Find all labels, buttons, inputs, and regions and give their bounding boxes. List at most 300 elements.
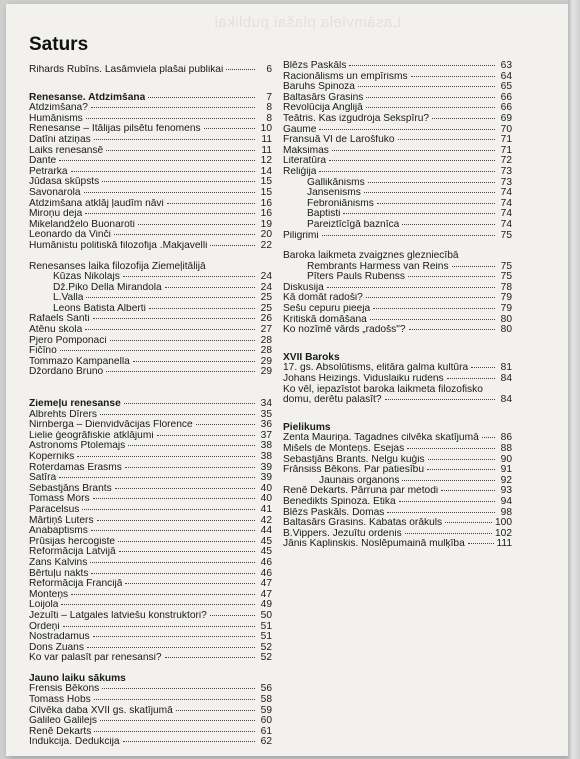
toc-subentry-organons: Jaunais organons 92 [319, 474, 512, 486]
toc-entry-page: 61 [260, 725, 272, 737]
toc-entry [283, 262, 512, 273]
dot-leader [90, 562, 255, 563]
toc-entry-title: Kā domāt radoši? [283, 293, 363, 304]
toc-entry-page: 22 [260, 239, 272, 251]
dot-leader [94, 139, 255, 140]
toc-entry-title: Frānsiss Bēkons. Par patiesību [283, 465, 424, 476]
dot-leader [125, 467, 255, 468]
toc-entry-page: 39 [260, 461, 272, 473]
dot-leader [327, 287, 495, 288]
toc-entry-page: 93 [500, 485, 512, 497]
toc-entry [283, 529, 512, 540]
toc-entry-page: 10 [260, 123, 272, 135]
toc-entry-title: Baltasārs Grasins [283, 92, 364, 103]
toc-entry-title: Jūdasa skūpsts [29, 177, 100, 188]
toc-entry [29, 558, 272, 569]
toc-entry-title: Prūsijas hercogiste [29, 536, 116, 547]
dot-leader [60, 350, 255, 351]
dot-leader [366, 107, 495, 108]
toc-entry-page: 29 [260, 355, 272, 367]
toc-entry-title: Sešu cepuru pieeja [283, 304, 371, 315]
toc-entry-title: Mikelandželo Buonaroti [29, 219, 135, 230]
dot-leader [405, 533, 492, 534]
toc-entry [283, 114, 512, 125]
toc-entry-page: 80 [500, 324, 512, 336]
toc-entry [29, 304, 272, 315]
toc-entry-page: 42 [260, 514, 272, 526]
toc-entry-title: Tomass Mors [29, 494, 90, 505]
toc-entry [29, 114, 272, 125]
toc-entry-title: 17. gs. Absolūtisms, elitāra galma kultūra [283, 363, 469, 374]
toc-entry-title: Roterdamas Erasms [29, 462, 122, 473]
toc-entry [29, 431, 272, 442]
toc-entry-page: 8 [266, 102, 272, 114]
dot-leader [329, 160, 495, 161]
toc-entry [29, 230, 272, 241]
dot-leader [106, 150, 255, 151]
toc-entry-page: 91 [500, 464, 512, 476]
dot-leader [123, 741, 255, 742]
toc-entry [283, 486, 512, 497]
toc-entry-page: 56 [260, 683, 272, 695]
toc-entry [29, 199, 272, 210]
toc-entry-title: Koperniks [29, 452, 75, 462]
toc-entry-title: Sebastjāns Brants [29, 483, 112, 494]
toc-list-filozofija [29, 314, 272, 378]
toc-entry-page: 16 [260, 197, 272, 209]
dot-leader [445, 522, 492, 523]
toc-entry-page: 29 [260, 366, 272, 378]
dot-leader [85, 329, 255, 330]
toc-entry [29, 241, 272, 252]
dot-leader [373, 308, 495, 309]
toc-entry [283, 272, 512, 283]
toc-entry [29, 737, 272, 748]
toc-entry [29, 293, 272, 304]
toc-entry-multiline-first: Ko vēl, iepazīstot baroka laikmeta filozofisko [283, 383, 483, 395]
toc-entry-title: Jezuīti – Latgales latviešu konstruktori? [29, 610, 207, 621]
toc-list-block1 [283, 61, 512, 178]
toc-entry-title: Pjero Pomponaci [29, 335, 107, 346]
toc-entry-title: Kritiskā domāšana [283, 314, 367, 325]
toc-entry [29, 441, 272, 452]
toc-entry-title: Fransuā VI de Larošfuko [283, 135, 395, 146]
dot-leader [86, 297, 255, 298]
dot-leader [411, 76, 495, 77]
dot-leader [93, 636, 255, 637]
dot-leader [71, 594, 255, 595]
toc-entry-page: 46 [260, 556, 272, 568]
dot-leader [119, 551, 255, 552]
toc-entry [29, 135, 272, 146]
dot-leader [204, 128, 255, 129]
dot-leader [471, 367, 495, 368]
toc-entry-page: 111 [496, 538, 512, 550]
toc-entry-title: Baptisti [307, 209, 341, 220]
dot-leader [128, 445, 255, 446]
toc-entry [283, 508, 512, 519]
toc-entry-page: 49 [260, 599, 272, 611]
toc-entry-title: Renē Dekarts. Pārruna par metodi [283, 486, 439, 497]
toc-entry-page: 102 [495, 527, 512, 539]
toc-entry-page: 90 [500, 453, 512, 465]
toc-entry [283, 103, 512, 114]
toc-entry [283, 518, 512, 529]
toc-entry-title: Sebastjāns Brants. Nelgu kuģis [283, 454, 425, 465]
toc-entry [283, 93, 512, 104]
toc-entry-title: Savonarola [29, 187, 81, 198]
toc-entry-page: 59 [260, 704, 272, 716]
toc-entry [283, 72, 512, 83]
section-header-jauno-laiku: Jauno laiku sākums [29, 672, 126, 684]
dot-leader [358, 86, 495, 87]
toc-entry [283, 374, 512, 385]
dot-leader [482, 437, 495, 438]
toc-entry-title: Miroņu deja [29, 209, 83, 220]
toc-entry-title: Blēzs Paskāls [283, 61, 347, 71]
toc-entry-page: 71 [500, 144, 512, 156]
toc-entry-page: 74 [500, 197, 512, 209]
dot-leader [93, 498, 255, 499]
dot-leader [441, 490, 495, 491]
toc-entry-title: Dante [29, 156, 57, 167]
toc-entry-page: 24 [260, 271, 272, 283]
toc-entry-title: Frensis Bēkons [29, 684, 100, 695]
dot-leader [432, 118, 495, 119]
toc-entry-title: Loijola [29, 600, 59, 611]
toc-entry-title: B.Vippers. Jezuītu ordenis [283, 528, 402, 539]
dot-leader [123, 276, 255, 277]
toc-entry-title: Pareiztīcīgā baznīca [307, 219, 400, 230]
dot-leader [428, 459, 495, 460]
toc-entry-page: 36 [260, 419, 272, 431]
toc-entry-page: 40 [260, 493, 272, 505]
toc-entry-page: 16 [260, 208, 272, 220]
toc-entry-page: 52 [260, 641, 272, 653]
section-subheader-baroka: Baroka laikmeta zvaigznes glezniecībā [283, 250, 459, 262]
toc-entry [29, 188, 272, 199]
toc-entry-multiline-second: domu, derētu palasīt? 84 [283, 394, 512, 406]
toc-list-renesanse [29, 103, 272, 251]
toc-entry-title: Jansenisms [307, 188, 361, 199]
toc-entry [29, 357, 272, 368]
toc-entry-page: 86 [500, 432, 512, 444]
toc-entry-page: 98 [500, 506, 512, 518]
toc-entry-title: Blēzs Paskāls. Domas [283, 507, 385, 518]
book-page [6, 4, 568, 756]
dot-leader [408, 276, 495, 277]
toc-entry-page: 75 [500, 271, 512, 283]
toc-entry [29, 494, 272, 505]
toc-entry-page: 40 [260, 482, 272, 494]
toc-entry-title: Astronoms Ptolemajs [29, 441, 126, 452]
section-header-pielikums: Pielikums [283, 421, 331, 433]
toc-entry-page: 79 [500, 292, 512, 304]
toc-entry-title: Humānisms [29, 113, 83, 124]
toc-entry [283, 455, 512, 466]
toc-entry-page: 79 [500, 303, 512, 315]
toc-entry-title: Revolūcija Anglijā [283, 103, 363, 114]
dot-leader [94, 731, 255, 732]
dot-leader [85, 213, 255, 214]
toc-sublist-filozofija [29, 272, 272, 314]
toc-entry-title: Rafaels Santi [29, 314, 90, 325]
dot-leader [167, 203, 255, 204]
dot-leader [71, 171, 255, 172]
toc-entry-page: 38 [260, 451, 272, 462]
toc-entry [29, 283, 272, 294]
toc-entry-title: Datīni atziņas [29, 134, 91, 145]
toc-list-jauno-laiku [29, 684, 272, 748]
toc-entry-page: 15 [260, 176, 272, 188]
toc-entry-title: Džordano Bruno [29, 367, 104, 378]
dot-leader [349, 65, 495, 66]
toc-entry-page: 71 [500, 134, 512, 146]
toc-list-pielikums-2 [283, 486, 512, 550]
section-header-renesanse: Renesanse. Atdzimšana 7 [29, 91, 272, 103]
toc-entry [29, 716, 272, 727]
dot-leader [102, 181, 255, 182]
dot-leader [59, 477, 255, 478]
toc-entry [29, 473, 272, 484]
toc-entry [29, 516, 272, 527]
section-header-ziemelu-renesanse: Ziemeļu renesanse 34 [29, 398, 272, 410]
toc-entry-piligrimi: Piligrimi 75 [283, 229, 512, 241]
toc-entry-title: L.Valla [53, 293, 84, 304]
toc-entry-page: 28 [260, 334, 272, 346]
toc-entry [29, 325, 272, 336]
toc-entry-title: Mārtiņš Luters [29, 515, 94, 526]
toc-sublist-baroka [283, 262, 512, 283]
toc-entry [283, 497, 512, 508]
toc-entry-page: 73 [500, 165, 512, 177]
toc-entry-page: 11 [261, 144, 272, 156]
dot-leader [468, 543, 494, 544]
toc-entry-page: 38 [260, 440, 272, 452]
toc-entry [283, 433, 512, 444]
dot-leader [157, 435, 255, 436]
dot-leader [118, 541, 255, 542]
toc-entry: Rihards Rubīns. Lasāmviela plašai publikai 6 [29, 64, 272, 75]
toc-entry [283, 156, 512, 167]
dot-leader [176, 710, 255, 711]
toc-entry [283, 82, 512, 93]
toc-entry [283, 283, 512, 294]
dot-leader [77, 456, 255, 457]
dot-leader [366, 97, 495, 98]
dot-leader [100, 720, 255, 721]
toc-entry-page: 75 [500, 260, 512, 272]
toc-list-pielikums [283, 433, 512, 475]
toc-entry [29, 367, 272, 378]
toc-entry-title: Ko nozīmē vārds „radošs"? [283, 325, 406, 336]
dot-leader [319, 129, 495, 130]
toc-entry-title: Dž.Piko Della Mirandola [53, 282, 162, 293]
toc-entry-title: Renesanse – Itālijas pilsētu fenomens [29, 124, 201, 135]
toc-entry-title: Satīra [29, 473, 57, 484]
toc-entry-title: Tommazo Kampanella [29, 356, 130, 367]
toc-entry [29, 420, 272, 431]
toc-entry-title: Tomass Hobs [29, 695, 91, 706]
toc-entry [283, 125, 512, 136]
toc-entry-page: 14 [260, 165, 272, 177]
toc-entry [29, 220, 272, 231]
toc-entry-page: 51 [260, 631, 272, 643]
toc-entry-page: 28 [260, 345, 272, 357]
toc-entry-page: 78 [500, 281, 512, 293]
toc-entry-page: 37 [260, 429, 272, 441]
toc-entry [29, 547, 272, 558]
toc-entry [29, 600, 272, 611]
dot-leader [364, 192, 495, 193]
dot-leader [332, 150, 495, 151]
dot-leader [402, 224, 495, 225]
toc-entry-title: Cilvēka daba XVII gs. skatījumā [29, 705, 173, 716]
dot-leader [387, 512, 495, 513]
toc-entry-page: 70 [500, 123, 512, 135]
toc-entry-page: 63 [500, 60, 512, 71]
toc-entry [283, 465, 512, 476]
dot-leader [91, 573, 255, 574]
toc-entry-page: 84 [500, 373, 512, 385]
toc-entry-page: 52 [260, 652, 272, 664]
toc-entry-page: 12 [260, 155, 272, 167]
toc-entry-title: Albrehts Dīrers [29, 409, 97, 420]
toc-entry [29, 177, 272, 188]
toc-entry-page: 25 [260, 302, 272, 314]
toc-entry-title: Reformācija Latvijā [29, 547, 116, 558]
toc-entry-title: Žans Kalvins [29, 557, 88, 568]
dot-leader [398, 139, 495, 140]
toc-entry-page: 45 [260, 546, 272, 558]
toc-entry [283, 167, 512, 178]
dot-leader [133, 361, 255, 362]
toc-entry [283, 135, 512, 146]
toc-entry-title: Atēnu skola [29, 325, 83, 336]
toc-entry-title: Galileo Galilejs [29, 716, 97, 727]
dot-leader [165, 287, 255, 288]
toc-entry [29, 103, 272, 114]
toc-entry [29, 410, 272, 421]
dot-leader [91, 107, 255, 108]
toc-entry-page: 80 [500, 313, 512, 325]
dot-leader [319, 171, 495, 172]
toc-entry [29, 727, 272, 738]
toc-entry-page: 35 [260, 408, 272, 420]
bleed-through-header: Lasāmviela plašai publikai [214, 14, 402, 31]
dot-leader [100, 414, 255, 415]
toc-entry-page: 25 [260, 292, 272, 304]
toc-entry [283, 325, 512, 336]
toc-entry-title: Atdzimšana? [29, 103, 88, 114]
toc-entry-title: Literatūra [283, 156, 327, 167]
toc-entry-title: Kūzas Nikolajs [53, 272, 120, 283]
toc-entry-title: Reliģija [283, 166, 317, 177]
toc-entry-page: 66 [500, 91, 512, 103]
dot-leader [368, 182, 495, 183]
toc-entry-page: 11 [261, 133, 272, 145]
toc-entry [29, 124, 272, 135]
toc-entry [283, 304, 512, 315]
dot-leader [91, 530, 255, 531]
toc-entry-page: 19 [260, 218, 272, 230]
dot-leader [93, 318, 255, 319]
toc-entry-title: Benedikts Spinoza. Ētika [283, 496, 396, 507]
toc-entry-page: 81 [500, 362, 512, 374]
toc-entry [29, 611, 272, 622]
toc-entry [283, 539, 512, 550]
toc-entry-title: Renē Dekarts [29, 726, 92, 737]
dot-leader [82, 509, 255, 510]
toc-entry-title: Monteņs [29, 589, 69, 600]
dot-leader [102, 688, 255, 689]
dot-leader [149, 308, 255, 309]
toc-entry [283, 293, 512, 304]
toc-list-xvii [283, 363, 512, 384]
toc-entry [283, 146, 512, 157]
toc-entry [29, 684, 272, 695]
toc-entry-title: Humānistu politiskā filozofija .Makjavelli [29, 240, 208, 251]
toc-entry-page: 26 [260, 313, 272, 325]
dot-leader [377, 203, 495, 204]
toc-entry-title: Jānis Kaplinskis. Noslēpumainā mulķība [283, 539, 465, 550]
toc-entry-page: 20 [260, 229, 272, 241]
toc-entry-title: Ko var palasīt par renesansi? [29, 653, 162, 664]
toc-entry-page: 8 [266, 112, 272, 124]
toc-entry-title: Leonardo da Vinči [29, 230, 111, 241]
toc-entry [29, 579, 272, 590]
toc-entry-title: Paracelsus [29, 504, 80, 515]
toc-entry-title: Maksimas [283, 145, 329, 156]
toc-entry-title: Indukcija. Dedukcija [29, 737, 120, 748]
toc-entry [29, 505, 272, 516]
toc-entry [29, 346, 272, 357]
toc-entry-page: 100 [495, 517, 512, 529]
toc-entry-page: 39 [260, 472, 272, 484]
book-spine-edge [568, 0, 580, 759]
dot-leader [399, 501, 495, 502]
toc-entry-title: Leons Batista Alberti [53, 303, 146, 314]
toc-entry-title: Bērtuļu nakts [29, 568, 89, 579]
toc-entry-page: 27 [260, 324, 272, 336]
toc-entry-page: 64 [500, 70, 512, 82]
dot-leader [125, 583, 255, 584]
toc-entry [283, 315, 512, 326]
dot-leader [61, 604, 255, 605]
toc-entry-page: 24 [260, 281, 272, 293]
toc-entry-title: Pīters Pauls Rubenss [307, 272, 405, 283]
toc-entry-title: Gaume [283, 124, 317, 135]
toc-entry [29, 695, 272, 706]
toc-entry [29, 526, 272, 537]
dot-leader [59, 160, 255, 161]
toc-entry [283, 209, 512, 220]
toc-entry-page: 47 [260, 578, 272, 590]
toc-entry-page: 15 [260, 186, 272, 198]
dot-leader [366, 297, 495, 298]
toc-entry-page: 74 [500, 208, 512, 220]
page-title: Saturs [29, 34, 89, 55]
toc-entry-page: 47 [260, 588, 272, 600]
toc-entry-page: 74 [500, 218, 512, 230]
toc-entry [29, 209, 272, 220]
toc-entry [29, 156, 272, 167]
toc-entry-page: 65 [500, 81, 512, 93]
toc-entry [29, 167, 272, 178]
toc-entry-page: 94 [500, 495, 512, 507]
dot-leader [343, 213, 495, 214]
toc-entry-page: 50 [260, 609, 272, 621]
